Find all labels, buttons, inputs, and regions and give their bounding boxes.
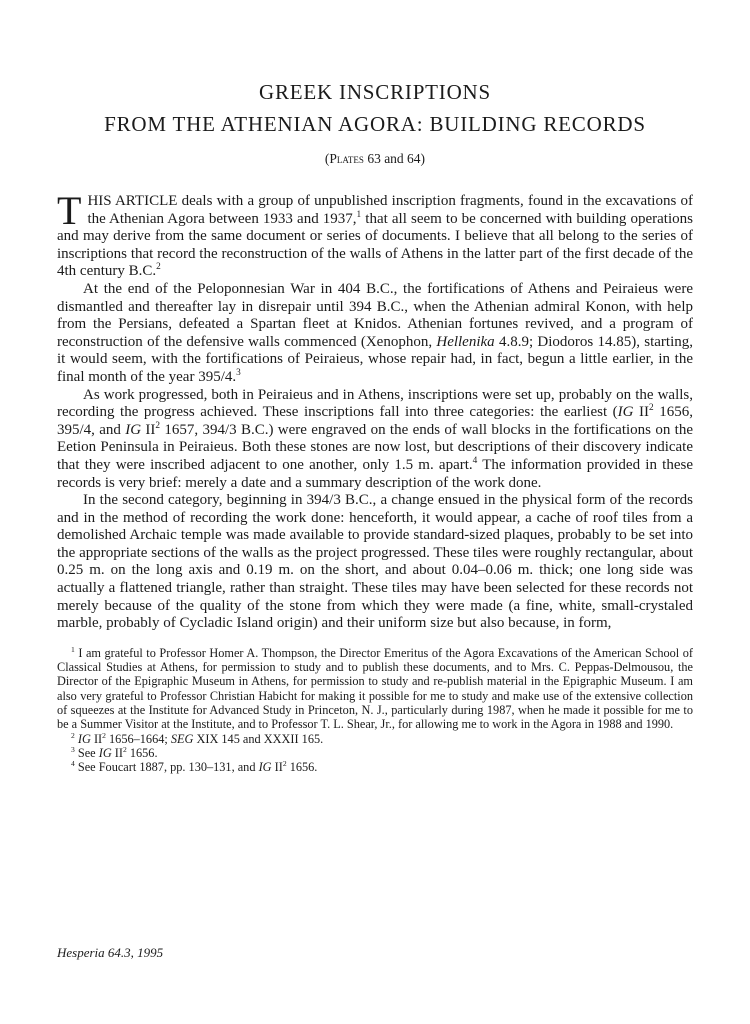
plates-note: (Plates 63 and 64) (324, 151, 426, 166)
footnote: $^2$ IG $II^2$ 1656–1664; SEG XIX 145 and XXXII 165. (71, 730, 324, 746)
paragraph: At the end of the Peloponnesian War in 404 B.C., the fortifications of Athens and Peiraieus were dismantled and thereafter lay in disrepair until 394 B.C., when the Athenian admiral Konon, with help from the Persians, defeated a Spartan fleet at Knidos. Athenian fortunes revived, and a program of reconstruction of the defensive walls commenced (Xenophon, Hellenika 4.8.9; Diodoros 14.85), starting, it would seem, with the fortifications of Peiraieus, whose repair had, in fact, begun a little earlier, in the final month of the year 395/4.$^3$ (57, 280, 693, 385)
journal-footer: Hesperia 64.3, 1995 (57, 945, 164, 960)
paragraph: In the second category, beginning in 394/3 B.C., a change ensued in the physical form of the records and in the method of recording the work done: henceforth, it would appear, a cache of roof tiles from a demolished Archaic temple was made available to provide standard-sized plaques, probably to be set into the appropriate sections of the walls as the project progressed. These tiles were roughly rectangular, about 0.25 m. on the long axis and 0.19 m. on the short, and about 0.04–0.06 m. thick; one long side was actually a flattened triangle, rather than straight. These tiles may have been selected for these records not merely because of the quality of the stone from which they were made (a fine, white, small-crystaled marble, probably of Cycladic Island origin) and their uniform size but also because, in form, (57, 492, 693, 632)
article-title-line2: FROM THE ATHENIAN AGORA: BUILDING RECORDS (104, 112, 646, 136)
footnotes (57, 646, 693, 775)
article-title-line1: GREEK INSCRIPTIONS (259, 80, 491, 104)
footnote: $^3$ See IG $II^2$ 1656. (71, 744, 158, 760)
footnote: $^1$ I am grateful to Professor Homer A. Thompson, the Director Emeritus of the Agora Excavations of the American School of Classical Studies at Athens, for permission to study and to publish these documents, and to Mrs. C. Peppas-Delmousou, the Director of the Epigraphic Museum in Athens, for permission to study and re-publish material in the Epigraphic Museum. I am also very grateful to Professor Christian Habicht for making it possible for me to study and make use of the extensive collection of squeezes at the Institute for Advanced Study in Princeton, N. J., particularly during 1987, when he made it possible for me to be a Summer Visitor at the Institute, and to Professor T. L. Shear, Jr., for allowing me to work in the Agora in 1988 and 1990. (57, 644, 693, 732)
paragraph: THIS ARTICLE deals with a group of unpublished inscription fragments, found in the excavations of the Athenian Agora between 1933 and 1937,$^1$ that all seem to be concerned with building operations and may derive from the same document or series of documents. I believe that all belong to the series of inscriptions that record the reconstruction of the walls of Athens in the latter part of the first decade of the 4th century B.C.$^2$ (57, 188, 693, 280)
footnote: $^4$ See Foucart 1887, pp. 130–131, and IG $II^2$ 1656. (71, 759, 318, 775)
paragraph: As work progressed, both in Peiraieus and in Athens, inscriptions were set up, probably on the walls, recording the progress achieved. These inscriptions fall into three categories: the earliest (IG $II^2$ 1656, 395/4, and IG $II^2$ 1657, 394/3 B.C.) were engraved on the ends of wall blocks in the fortifications on the Eetion Peninsula in Peiraieus. Both these stones are now lost, but descriptions of their discovery indicate that they were inscribed adjacent to one another, only 1.5 m. apart.$^4$ The information provided in these records is very brief: merely a date and a summary description of the work done. (57, 386, 693, 491)
article-body (57, 188, 693, 633)
article-header (57, 76, 693, 167)
